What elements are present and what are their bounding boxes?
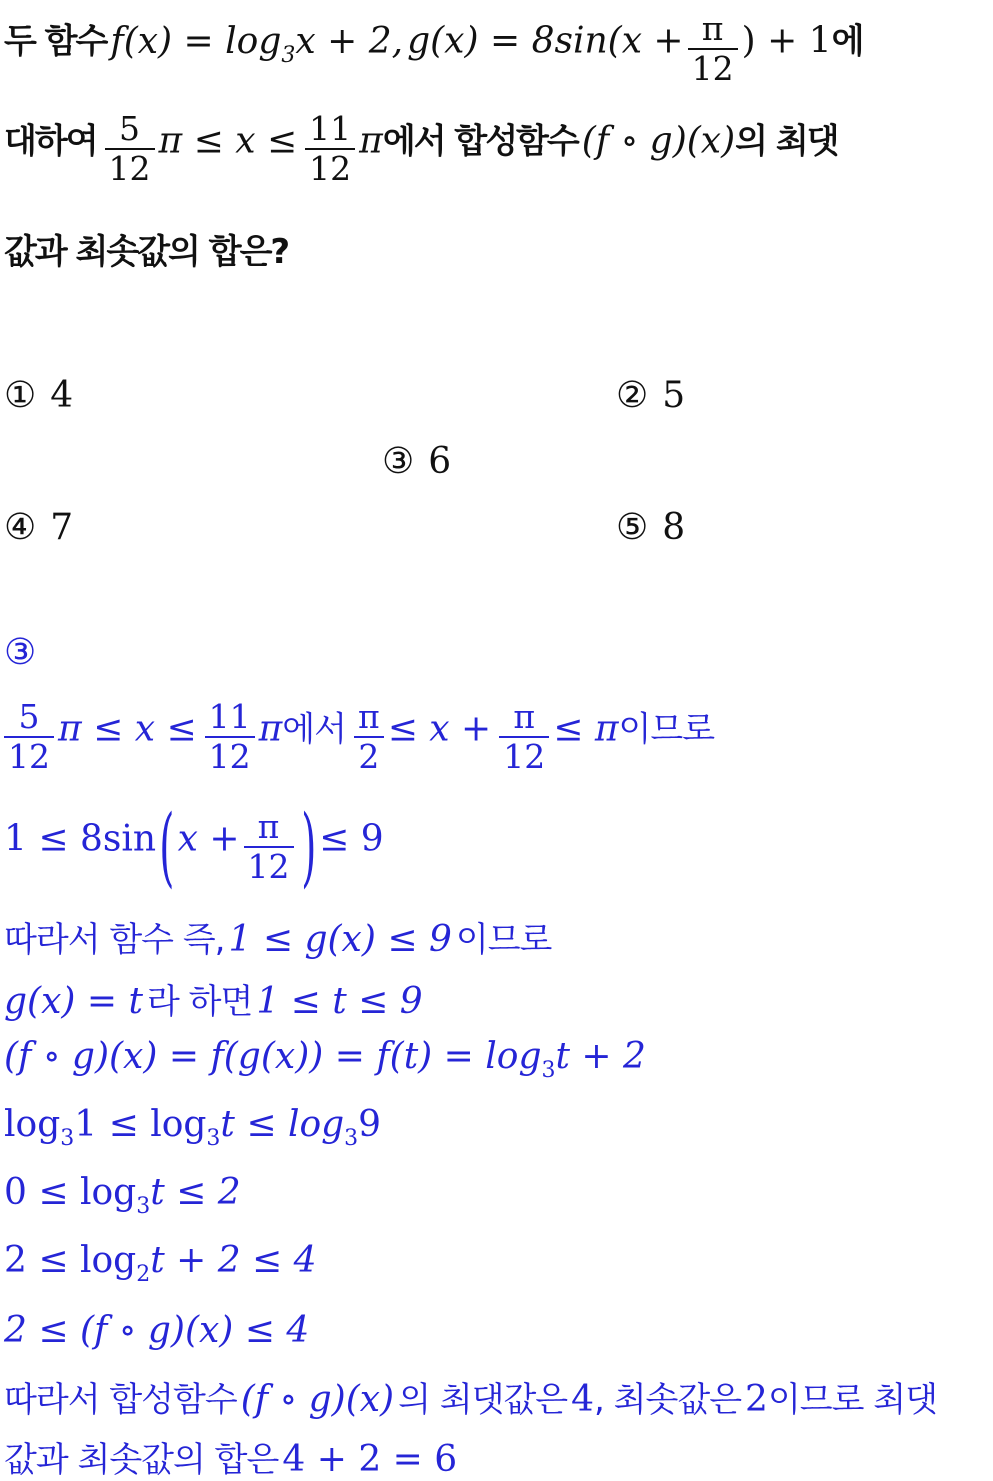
- right-paren: ): [300, 797, 316, 897]
- solution-step-4: g(x) = t 라 하면 1 ≤ t ≤ 9: [4, 981, 423, 1022]
- solution-step-2: 1 ≤ 8sin(x + $\frac{\pi}{12}$ )≤ 9: [4, 797, 384, 897]
- solution-step-10: 따라서 합성함수 (f ∘ g)(x) 의 최댓값은 4, 최솟값은 2이므로 최댓: [4, 1379, 937, 1420]
- choice-5[interactable]: ⑤ 8: [616, 507, 686, 548]
- fraction: $\frac{11}{12}$: [305, 110, 355, 188]
- choice-4[interactable]: ④ 7: [4, 507, 74, 548]
- solution-step-8: 2 ≤ log2t + 2 ≤ 4: [4, 1240, 317, 1287]
- question-line-1: 두 함수 $f(x) = \log_3x + 2$, g(x) = 8sin(x + $\frac{\pi}{12}$ ) + 1에: [4, 9, 863, 88]
- function-g: g(x) = 8sin(x +: [407, 20, 684, 62]
- left-paren: (: [159, 797, 175, 897]
- answer-mark: ③: [4, 632, 37, 673]
- choice-1[interactable]: ① 4: [4, 375, 74, 416]
- choice-2[interactable]: ② 5: [616, 375, 686, 416]
- solution-step-9: 2 ≤ (f ∘ g)(x) ≤ 4: [4, 1310, 310, 1351]
- question-text: 두 함수: [4, 21, 107, 62]
- question-line-2: 대하여 $\frac{5}{12}$ π ≤ x ≤ $\frac{11}{12}$ π에서 합성함수 (f ∘ g)(x)의 최댓: [4, 109, 838, 188]
- function-f: $f(x) = \log_3x + 2$,: [110, 20, 404, 68]
- solution-step-1: $\frac{5}{12}$ π ≤ x ≤ $\frac{11}{12}$ π에서 $\frac{\pi}{2}$ ≤ x + $\frac{\pi}{12}$ ≤ π이므로: [4, 698, 714, 776]
- fraction: $\frac{\pi}{12}$: [688, 10, 738, 88]
- solution-step-11: 값과 최솟값의 합은 4 + 2 = 6: [4, 1439, 458, 1480]
- choice-3[interactable]: ③ 6: [382, 441, 452, 482]
- solution-step-5: (f ∘ g)(x) = f(g(x)) = f(t) = log3t + 2: [4, 1036, 646, 1083]
- question-line-3: 값과 최솟값의 합은?: [4, 232, 289, 272]
- solution-step-6: log31 ≤ log3t ≤ log39: [4, 1104, 382, 1151]
- fraction: $\frac{5}{12}$: [105, 110, 155, 188]
- solution-step-3: 따라서 함수 즉, 1 ≤ g(x) ≤ 9 이므로: [4, 919, 552, 960]
- solution-step-7: 0 ≤ log3t ≤ 2: [4, 1172, 241, 1219]
